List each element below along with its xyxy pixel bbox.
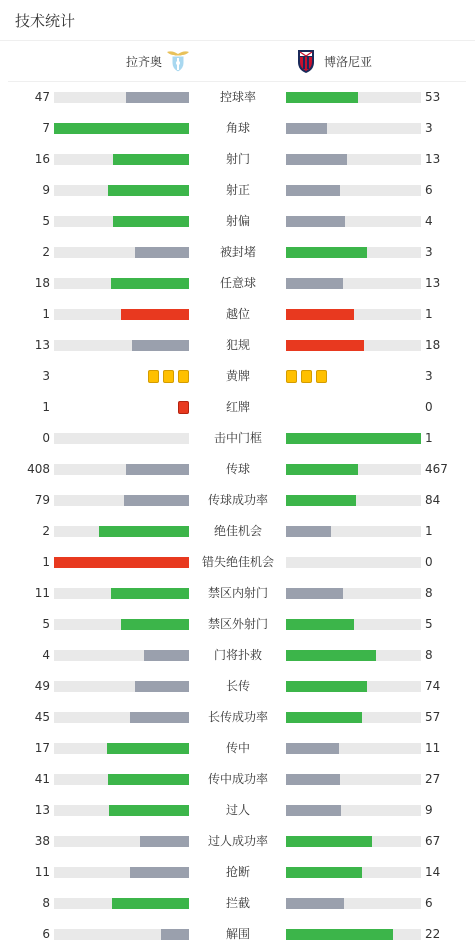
home-value: 0 [42,431,50,445]
stat-row [0,676,475,696]
away-value: 13 [425,276,441,290]
home-value: 7 [42,121,50,135]
home-bar-track [54,526,189,537]
home-bar-fill [107,743,189,754]
away-value: 27 [425,772,441,786]
away-value: 0 [425,400,433,414]
away-value: 4 [425,214,433,228]
home-bar-fill [113,216,189,227]
away-bar-track [286,433,421,444]
stat-row [0,459,475,479]
away-value: 11 [425,741,441,755]
stat-row [0,614,475,634]
stat-row [0,149,475,169]
home-bar-track [54,681,189,692]
away-bar-track [286,898,421,909]
home-bar-fill [54,557,189,568]
away-value: 8 [425,586,433,600]
home-cards [178,401,189,414]
home-bar-track [54,929,189,940]
away-team[interactable] [294,48,372,74]
away-bar-fill [286,650,376,661]
away-bar-track [286,929,421,940]
home-bar-fill [132,340,189,351]
home-bar-track [54,309,189,320]
stat-label: 红牌 [225,400,250,414]
stat-row [0,924,475,944]
home-bar-fill [121,619,189,630]
home-bar-track [54,433,189,444]
away-bar-fill [286,619,354,630]
away-bar-fill [286,154,347,165]
stat-label: 传中成功率 [207,772,268,786]
away-bar-track [286,650,421,661]
home-bar-fill [111,588,189,599]
away-value: 14 [425,865,441,879]
away-bar-track [286,712,421,723]
away-bar-fill [286,805,341,816]
stat-label: 击中门框 [213,431,262,445]
stat-row [0,273,475,293]
away-bar-track [286,464,421,475]
away-bar-fill [286,929,393,940]
stat-row [0,583,475,603]
stat-row [0,893,475,913]
away-value: 67 [425,834,441,848]
stat-label: 过人成功率 [207,834,268,848]
home-bar-fill [144,650,189,661]
stat-label: 射偏 [225,214,250,228]
stat-label: 角球 [225,121,250,135]
stat-row [0,211,475,231]
home-bar-fill [126,92,189,103]
home-bar-track [54,278,189,289]
home-value: 8 [42,896,50,910]
away-bar-fill [286,774,340,785]
stat-label: 禁区内射门 [207,586,268,600]
away-bar-fill [286,247,367,258]
yellow-card-icon [178,370,189,383]
away-bar-track [286,92,421,103]
section-title: 技术统计 [15,12,76,30]
home-bar-track [54,340,189,351]
away-bar-fill [286,433,421,444]
yellow-card-icon [163,370,174,383]
away-bar-track [286,681,421,692]
away-value: 1 [425,307,433,321]
home-bar-fill [99,526,189,537]
home-bar-track [54,495,189,506]
home-bar-fill [121,309,189,320]
stat-label: 控球率 [219,90,256,104]
away-bar-track [286,495,421,506]
away-bar-track [286,743,421,754]
bologna-shield-crest-icon [294,48,318,74]
away-value: 1 [425,524,433,538]
header-divider [8,81,466,82]
away-bar-fill [286,495,356,506]
stat-row [0,366,475,386]
home-value: 11 [34,586,50,600]
home-bar-track [54,557,189,568]
stat-label: 绝佳机会 [213,524,262,538]
stat-label: 越位 [225,307,250,321]
home-value: 408 [27,462,50,476]
away-bar-track [286,867,421,878]
home-value: 3 [42,369,50,383]
away-bar-track [286,836,421,847]
home-bar-fill [108,774,189,785]
stat-row [0,335,475,355]
home-bar-fill [135,247,189,258]
stat-row [0,831,475,851]
away-bar-fill [286,526,331,537]
stat-row [0,707,475,727]
home-value: 2 [42,524,50,538]
stat-row [0,490,475,510]
stat-row [0,862,475,882]
away-bar-track [286,309,421,320]
home-team-name: 拉齐奥 [126,54,163,69]
stat-row [0,242,475,262]
home-bar-track [54,836,189,847]
away-bar-fill [286,743,339,754]
stat-row [0,521,475,541]
home-bar-track [54,898,189,909]
home-value: 41 [34,772,50,786]
stat-label: 传球 [225,462,250,476]
stat-label: 禁区外射门 [207,617,268,631]
yellow-card-icon [286,370,297,383]
home-bar-track [54,154,189,165]
home-bar-track [54,216,189,227]
home-value: 38 [34,834,50,848]
stat-row [0,397,475,417]
away-value: 3 [425,245,433,259]
away-bar-track [286,774,421,785]
away-bar-fill [286,836,372,847]
home-bar-fill [130,712,189,723]
away-value: 5 [425,617,433,631]
home-value: 5 [42,214,50,228]
away-value: 0 [425,555,433,569]
home-value: 1 [42,400,50,414]
stat-label: 射门 [225,152,250,166]
yellow-card-icon [301,370,312,383]
home-value: 13 [34,338,50,352]
stat-label: 任意球 [219,276,256,290]
stat-label: 门将扑救 [213,648,262,662]
home-bar-fill [108,185,189,196]
home-bar-fill [161,929,189,940]
away-bar-track [286,340,421,351]
away-bar-fill [286,123,327,134]
home-value: 45 [34,710,50,724]
away-value: 18 [425,338,441,352]
away-bar-fill [286,681,367,692]
lazio-eagle-crest-icon [166,48,190,74]
home-value: 16 [34,152,50,166]
stat-label: 传中 [225,741,250,755]
away-bar-track [286,154,421,165]
home-value: 4 [42,648,50,662]
away-bar-fill [286,278,343,289]
home-value: 79 [34,493,50,507]
away-bar-track [286,185,421,196]
home-value: 17 [34,741,50,755]
away-value: 8 [425,648,433,662]
away-bar-fill [286,340,364,351]
away-value: 9 [425,803,433,817]
title-divider [0,40,475,41]
away-value: 22 [425,927,441,941]
stat-label: 错失绝佳机会 [201,555,274,569]
stat-row [0,180,475,200]
home-bar-track [54,92,189,103]
home-bar-track [54,588,189,599]
away-bar-track [286,278,421,289]
away-value: 6 [425,183,433,197]
stat-label: 抢断 [225,865,250,879]
away-team-name: 博洛尼亚 [324,54,373,69]
home-bar-track [54,185,189,196]
stat-label: 犯规 [225,338,250,352]
stat-label: 射正 [225,183,250,197]
stat-row [0,428,475,448]
stat-row [0,800,475,820]
away-bar-track [286,123,421,134]
home-value: 5 [42,617,50,631]
away-bar-fill [286,867,362,878]
home-bar-track [54,650,189,661]
away-bar-track [286,619,421,630]
away-value: 53 [425,90,441,104]
stat-row [0,87,475,107]
yellow-card-icon [316,370,327,383]
home-value: 1 [42,307,50,321]
home-team[interactable] [126,48,190,74]
away-bar-fill [286,898,344,909]
home-bar-fill [112,898,189,909]
away-value: 84 [425,493,441,507]
away-bar-fill [286,185,340,196]
home-value: 49 [34,679,50,693]
home-bar-track [54,805,189,816]
home-value: 2 [42,245,50,259]
away-bar-fill [286,216,345,227]
home-value: 1 [42,555,50,569]
home-value: 18 [34,276,50,290]
stat-label: 解围 [225,927,250,941]
home-bar-fill [135,681,189,692]
home-bar-track [54,743,189,754]
away-value: 3 [425,121,433,135]
away-cards [286,370,327,383]
home-bar-track [54,464,189,475]
away-value: 74 [425,679,441,693]
home-value: 13 [34,803,50,817]
stat-label: 过人 [225,803,250,817]
home-bar-fill [124,495,189,506]
away-bar-track [286,526,421,537]
home-bar-track [54,867,189,878]
home-bar-fill [126,464,189,475]
stat-label: 拦截 [225,896,250,910]
home-bar-fill [130,867,189,878]
away-value: 6 [425,896,433,910]
stat-label: 被封堵 [219,245,256,259]
away-value: 57 [425,710,441,724]
yellow-card-icon [148,370,159,383]
home-value: 6 [42,927,50,941]
away-bar-track [286,588,421,599]
stat-label: 长传成功率 [207,710,268,724]
away-value: 3 [425,369,433,383]
stat-row [0,118,475,138]
home-bar-track [54,712,189,723]
home-value: 47 [34,90,50,104]
home-bar-fill [111,278,189,289]
away-bar-track [286,805,421,816]
home-bar-fill [109,805,189,816]
away-bar-fill [286,464,358,475]
away-bar-fill [286,309,354,320]
away-bar-track [286,216,421,227]
stat-label: 黄牌 [225,369,250,383]
home-cards [148,370,189,383]
home-bar-track [54,774,189,785]
away-value: 13 [425,152,441,166]
home-bar-fill [140,836,189,847]
away-bar-track [286,247,421,258]
home-bar-fill [113,154,189,165]
stat-row [0,645,475,665]
away-bar-track [286,557,421,568]
home-value: 11 [34,865,50,879]
stat-row [0,552,475,572]
away-value: 467 [425,462,448,476]
stat-label: 传球成功率 [207,493,268,507]
stat-row [0,304,475,324]
stat-row [0,769,475,789]
home-bar-track [54,619,189,630]
away-bar-fill [286,588,343,599]
home-value: 9 [42,183,50,197]
stat-row [0,738,475,758]
stat-label: 长传 [225,679,250,693]
away-bar-fill [286,712,362,723]
away-bar-fill [286,92,358,103]
red-card-icon [178,401,189,414]
home-bar-track [54,247,189,258]
home-bar-fill [54,123,189,134]
away-value: 1 [425,431,433,445]
home-bar-track [54,123,189,134]
